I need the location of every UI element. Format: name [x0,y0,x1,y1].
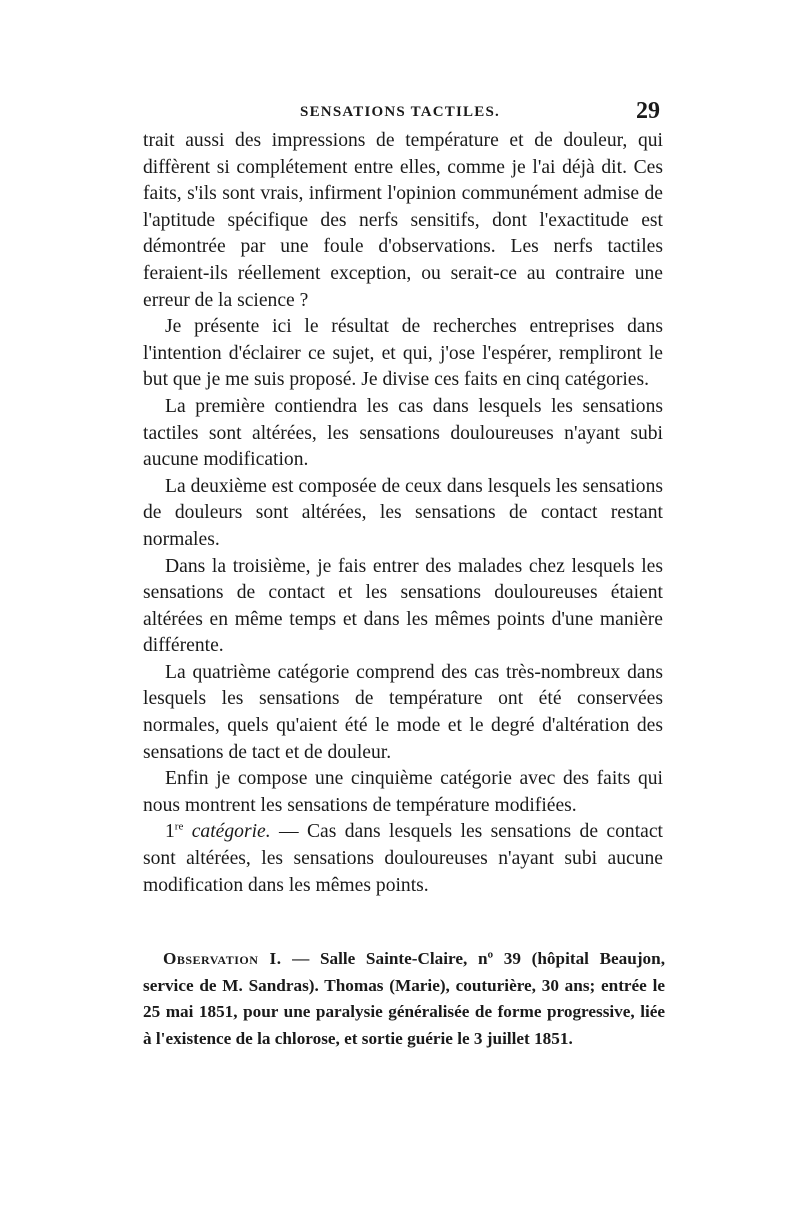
body-text [143,128,663,899]
paragraph-category-5: Enfin je compose une cinquième catégorie avec des faits qui nous montrent les sensations de température modifiées. [143,768,663,816]
category-number: 1 [165,821,175,843]
paragraph-continuation: trait aussi des impressions de température et de douleur, qui diffèrent si complétement entre elles, comme je l'ai déjà dit. Ces faits, s'ils sont vrais, infirment l'opinion communément admise de l'aptitude spécifique des nerfs sensitifs, dont l'exactitude est démontrée par une foule d'observations. Les nerfs tactiles feraient-ils réellement exception, ou serait-ce au contraire une erreur de la science ? [143,130,663,311]
category-label: catégorie. [191,821,271,843]
paragraph-category-3: Dans la troisième, je fais entrer des malades chez lesquels les sensations de contact et les sensations douloureuses étaient altérées en même temps et dans les mêmes points d'une manière différente. [143,555,663,657]
observation-text: — Salle Sainte-Claire, nº 39 (hôpital Beaujon, service de M. Sandras). Thomas (Marie), couturière, 30 ans; entrée le 25 mai 1851, pour une paralysie généralisée de forme progressive, liée à l'existence de la chlorose, et sortie guérie le 3 juillet 1851. [143,949,665,1048]
observation-paragraph [143,946,665,1052]
paragraph-intro: Je présente ici le résultat de recherches entreprises dans l'intention d'éclairer ce sujet, et qui, j'ose l'espérer, rempliront le but que je me suis proposé. Je divise ces faits en cinq catégories. [143,316,663,391]
category-superscript: re [174,820,184,833]
observation-block [143,946,665,1052]
paragraph-category-1: La première contiendra les cas dans lesquels les sensations tactiles sont altérées, les sensations douloureuses n'ayant subi aucune modification. [143,395,663,471]
category-heading [143,819,663,899]
page-number: 29 [636,98,660,124]
paragraph-category-2: La deuxième est composée de ceux dans lesquels les sensations de douleurs sont altérées, les sensations de contact restant normales. [143,475,663,550]
category-text: — Cas dans lesquels les sensations de contact sont altérées, les sensations douloureuses n'ayant subi aucune modification dans les mêmes points. [143,821,663,896]
running-title: SENSATIONS TACTILES. [300,104,500,120]
paragraph-category-4: La quatrième catégorie comprend des cas très-nombreux dans lesquels les sensations de température ont été conservées normales, quels qu'aient été le mode et le degré d'altération des sensations de tact et de douleur. [143,661,663,763]
observation-label: Observation I. [163,949,282,968]
running-head [140,100,660,126]
